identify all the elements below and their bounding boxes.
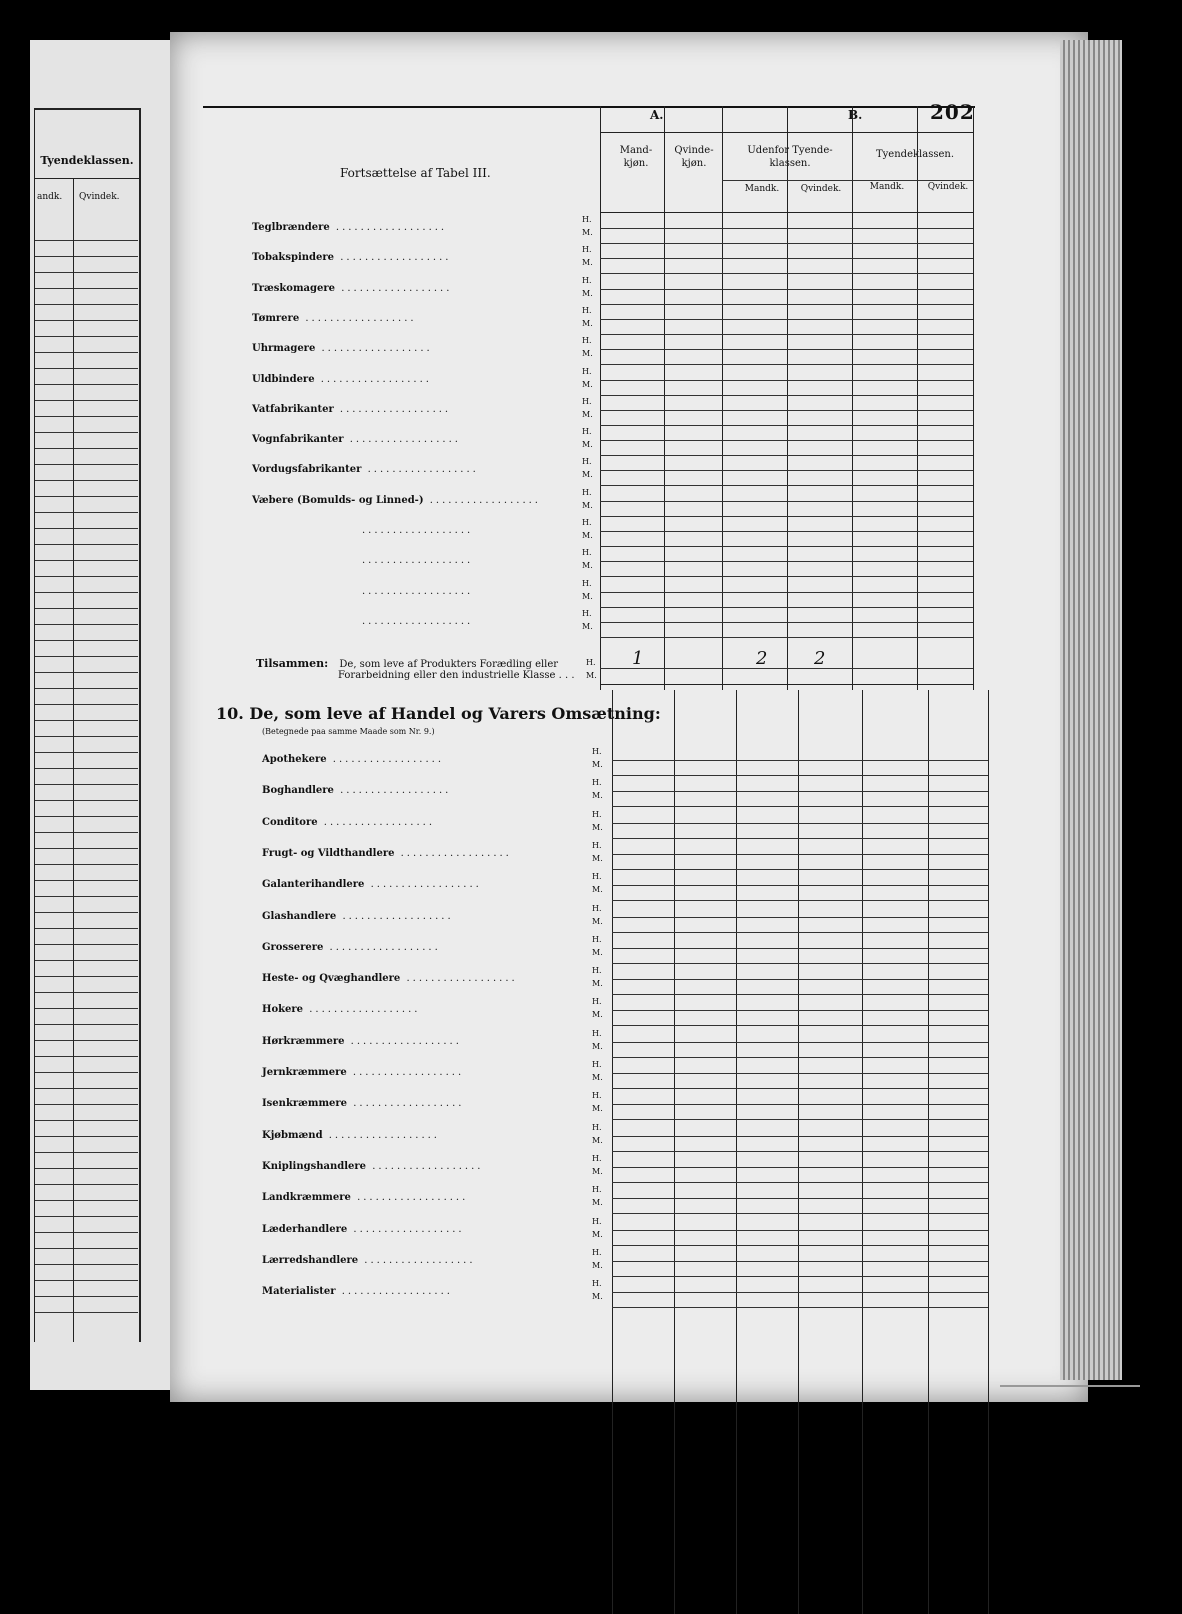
row-name: Boghandlere	[262, 785, 334, 797]
bottom-row-label	[262, 1255, 476, 1266]
left-col-mand: andk.	[37, 192, 63, 202]
top-row-rule	[600, 273, 973, 274]
sex-mark-h: H.	[582, 487, 592, 497]
row-name: Vognfabrikanter	[252, 434, 344, 446]
bottom-row-label	[262, 1161, 483, 1172]
row-leader-dots: ..................	[333, 785, 452, 797]
sex-mark-m: M.	[592, 1229, 603, 1239]
sex-mark-h: H.	[592, 966, 602, 976]
sex-mark-h: H.	[592, 1091, 602, 1101]
row-name: Lærredshandlere	[262, 1254, 359, 1266]
bottom-row-label	[262, 1130, 440, 1141]
top-row-rule	[600, 576, 973, 577]
sex-mark-m: M.	[582, 531, 593, 540]
row-leader-dots: ..................	[336, 910, 454, 922]
row-leader-dots: ..................	[334, 252, 452, 264]
sex-mark-m: M.	[592, 822, 603, 832]
bottom-row-label	[262, 1098, 464, 1109]
row-name: Uldbindere	[252, 373, 315, 385]
row-leader-dots: ..................	[333, 403, 452, 415]
row-name: Hørkræmmere	[262, 1035, 345, 1047]
row-name: Teglbrændere	[252, 222, 330, 233]
row-leader-dots: ..................	[303, 1004, 421, 1016]
total-bottom-rule	[600, 684, 973, 685]
row-name: Heste- og Qvæghandlere	[262, 973, 401, 985]
sex-mark-m: M.	[582, 349, 593, 359]
top-row-label	[252, 343, 433, 354]
top-row-label	[362, 586, 473, 597]
sex-mark-m: M.	[592, 1135, 603, 1145]
sex-mark-m: M.	[582, 500, 593, 510]
top-row-rule	[600, 364, 973, 365]
bottom-row-rule	[612, 1088, 988, 1089]
bottom-row-mid-rule	[612, 1104, 988, 1105]
row-leader-dots: ..................	[329, 222, 448, 233]
sex-mark-h: H.	[592, 747, 602, 756]
col-a-qvind: Qvinde-kjøn.	[674, 145, 714, 169]
bottom-row-mid-rule	[612, 1167, 988, 1168]
row-name: Grosserere	[262, 941, 324, 953]
top-row-mid-rule	[600, 228, 973, 229]
row-name: Materialister	[262, 1286, 336, 1298]
row-leader-dots: ..................	[400, 973, 518, 985]
row-leader-dots: ..................	[299, 312, 417, 324]
left-column-rule	[73, 178, 74, 1342]
sex-mark-m: M.	[582, 440, 593, 450]
page-title: Fortsættelse af Tabel III.	[340, 166, 491, 180]
sex-mark-h: H.	[582, 578, 592, 588]
column-rule-upper	[917, 106, 918, 690]
column-rule-lower	[928, 690, 929, 1614]
top-row-label	[362, 616, 473, 627]
top-row-label	[362, 525, 473, 536]
sex-mark-m: M.	[592, 1260, 603, 1270]
bottom-row-rule	[612, 1119, 988, 1120]
sex-mark-h: H.	[592, 778, 602, 788]
bottom-row-rule	[612, 1182, 988, 1183]
column-rule-upper	[852, 106, 853, 690]
page-number: 202	[930, 100, 975, 124]
section-note: (Betegnede paa samme Maade som Nr. 9.)	[262, 727, 435, 736]
row-name: Læderhandlere	[262, 1223, 348, 1235]
group-b-label: B.	[848, 108, 863, 122]
sex-mark-m: M.	[582, 318, 593, 328]
sex-mark-h: H.	[582, 215, 592, 224]
row-name: Uhrmagere	[252, 343, 316, 355]
top-row-label	[252, 464, 479, 475]
row-leader-dots: ..................	[344, 1035, 462, 1047]
bottom-row-rule	[612, 1025, 988, 1026]
bottom-row-label	[262, 1286, 453, 1297]
left-header-rule	[35, 178, 139, 179]
bottom-row-rule	[612, 1213, 988, 1214]
sex-mark-h: H.	[582, 427, 592, 437]
top-row-rule	[600, 395, 973, 396]
top-row-rule	[600, 304, 973, 305]
row-leader-dots: ..................	[423, 494, 541, 506]
row-name: Frugt- og Vildthandlere	[262, 847, 395, 859]
column-rule-upper	[973, 106, 974, 690]
bottom-row-label	[262, 942, 441, 953]
header-rule	[600, 132, 973, 133]
sex-mark-h: H.	[582, 366, 592, 376]
total-b-mand-value: 2	[756, 648, 768, 669]
sex-mark-h: H.	[582, 518, 592, 527]
row-leader-dots: ..................	[335, 1286, 453, 1298]
header-bottom-rule	[600, 212, 973, 213]
column-rule-lower	[612, 690, 613, 1614]
col-b1-qvindek: Qvindek.	[800, 184, 842, 194]
bottom-row-label	[262, 973, 518, 984]
row-leader-dots: ..................	[366, 1160, 484, 1172]
bottom-row-rule	[612, 869, 988, 870]
top-row-mid-rule	[600, 410, 973, 411]
sex-mark-h: H.	[592, 872, 602, 882]
row-name: Glashandlere	[262, 910, 337, 922]
sex-mark-m: M.	[582, 258, 593, 268]
bottom-row-rule	[612, 900, 988, 901]
bottom-row-mid-rule	[612, 1230, 988, 1231]
col-b-tyende: Tyendeklassen.	[875, 149, 955, 160]
row-leader-dots: ..................	[362, 585, 474, 597]
sex-mark-h: H.	[592, 1153, 602, 1163]
top-row-label	[252, 374, 432, 385]
top-row-rule	[600, 516, 973, 517]
row-name: Jernkræmmere	[262, 1067, 347, 1078]
top-row-mid-rule	[600, 319, 973, 320]
sex-mark-m: M.	[592, 1041, 603, 1051]
column-rule-upper	[722, 106, 723, 690]
total-b-qvind-value: 2	[814, 648, 826, 669]
bottom-row-label	[262, 911, 454, 922]
sex-mark-h: H.	[592, 997, 602, 1007]
col-b1-mandk: Mandk.	[744, 184, 780, 194]
bottom-row-mid-rule	[612, 760, 988, 761]
sex-mark-m: M.	[592, 916, 603, 926]
top-row-label	[362, 555, 473, 566]
top-row-label	[252, 434, 461, 445]
row-name: Træskomagere	[252, 282, 336, 294]
total-line-1: De, som leve af Produkters Forædling eller	[339, 659, 559, 670]
column-rule-lower	[988, 690, 989, 1614]
row-leader-dots: ..................	[394, 847, 512, 859]
section-number: 10.	[216, 704, 244, 723]
left-header: Tyendeklassen.	[40, 154, 134, 167]
top-row-label	[252, 495, 541, 506]
sex-mark-m: M.	[592, 760, 603, 769]
bottom-row-label	[262, 879, 482, 890]
top-row-rule	[600, 607, 973, 608]
sex-mark-h: H.	[592, 1028, 602, 1038]
total-label: Tilsammen:	[256, 657, 329, 670]
sex-mark-m: M.	[582, 470, 593, 480]
bottom-row-rule	[612, 963, 988, 964]
subheader-rule	[722, 180, 973, 181]
bottom-row-mid-rule	[612, 948, 988, 949]
bottom-row-mid-rule	[612, 854, 988, 855]
top-row-label	[252, 252, 451, 263]
total-mid-rule	[600, 668, 973, 669]
row-leader-dots: ..................	[364, 879, 482, 891]
sex-mark-m: M.	[582, 409, 593, 419]
bottom-row-rule	[612, 994, 988, 995]
row-leader-dots: ..................	[317, 816, 436, 828]
row-name: Vordugsfabrikanter	[252, 464, 362, 476]
row-leader-dots: ..................	[322, 1129, 440, 1141]
bottom-row-mid-rule	[612, 1261, 988, 1262]
column-rule-lower	[736, 690, 737, 1614]
col-a-mand: Mand-kjøn.	[619, 145, 653, 169]
bottom-row-mid-rule	[612, 1136, 988, 1137]
top-row-mid-rule	[600, 258, 973, 259]
bottom-row-mid-rule	[612, 1042, 988, 1043]
bottom-row-mid-rule	[612, 1010, 988, 1011]
row-leader-dots: ..................	[362, 555, 474, 567]
row-name: Hokere	[262, 1004, 304, 1016]
sex-mark-m: M.	[592, 1073, 603, 1082]
column-rule-lower	[674, 690, 675, 1614]
sex-mark-h: H.	[582, 245, 592, 255]
bottom-row-mid-rule	[612, 885, 988, 886]
sex-mark-m: M.	[592, 791, 603, 801]
bottom-row-label	[262, 1036, 462, 1047]
bottom-row-label	[262, 1067, 464, 1078]
bottom-row-rule	[612, 1245, 988, 1246]
sex-mark-h: H.	[582, 305, 592, 315]
row-name: Galanterihandlere	[262, 879, 365, 891]
column-rule-upper	[787, 106, 788, 690]
top-row-label	[252, 283, 452, 294]
bottom-row-mid-rule	[612, 1198, 988, 1199]
top-row-rule	[600, 334, 973, 335]
top-row-mid-rule	[600, 622, 973, 623]
top-row-rule	[600, 546, 973, 547]
row-leader-dots: ..................	[346, 1067, 465, 1078]
top-row-mid-rule	[600, 531, 973, 532]
column-rule-lower	[798, 690, 799, 1614]
sex-mark-m: M.	[592, 1198, 603, 1208]
top-row-mid-rule	[600, 470, 973, 471]
bottom-row-rule	[612, 1151, 988, 1152]
sex-mark-h: H.	[582, 548, 592, 558]
row-leader-dots: ..................	[347, 1223, 465, 1235]
bottom-row-label	[262, 817, 435, 828]
row-name: Vatfabrikanter	[252, 403, 334, 415]
sex-mark-h: H.	[582, 396, 592, 406]
bottom-row-rule	[612, 932, 988, 933]
top-row-mid-rule	[600, 561, 973, 562]
sex-mark-m: M.	[592, 1104, 603, 1114]
top-row-rule	[600, 485, 973, 486]
sex-mark-m: M.	[592, 885, 603, 895]
section-heading: De, som leve af Handel og Varers Omsætning:	[249, 704, 661, 723]
sex-mark-m: M.	[592, 1292, 603, 1302]
left-page-table	[34, 108, 141, 1342]
top-row-label	[252, 313, 417, 324]
col-b2-qvindek: Qvindek.	[927, 182, 969, 192]
top-row-mid-rule	[600, 289, 973, 290]
column-rule-upper	[664, 106, 665, 690]
sex-mark-h: H.	[592, 1060, 602, 1069]
total-row	[256, 657, 575, 681]
bottom-row-rule	[612, 1276, 988, 1277]
top-row-mid-rule	[600, 501, 973, 502]
sex-mark-m: M.	[582, 591, 593, 601]
top-row-label	[252, 404, 451, 415]
col-b-udenfor: Udenfor Tyende-klassen.	[747, 145, 833, 169]
row-leader-dots: ..................	[361, 464, 479, 476]
row-leader-dots: ..................	[362, 615, 474, 627]
bottom-row-label	[262, 754, 444, 765]
sex-mark-h: H.	[582, 457, 592, 467]
sex-mark-m: M.	[582, 621, 593, 631]
bottom-row-mid-rule	[612, 1073, 988, 1074]
sex-mark-m: M.	[592, 1166, 603, 1176]
row-leader-dots: ..................	[358, 1254, 476, 1266]
sex-mark-h: H.	[592, 809, 602, 819]
top-row-label	[252, 222, 447, 233]
bottom-row-label	[262, 848, 512, 859]
bottom-row-label	[262, 785, 451, 796]
bottom-row-rule	[612, 1307, 988, 1308]
bottom-row-rule	[612, 806, 988, 807]
sex-mark-m: M.	[592, 1010, 603, 1020]
top-row-rule	[600, 455, 973, 456]
column-rule-upper	[600, 106, 601, 690]
sex-mark-h: H.	[592, 1279, 602, 1289]
row-leader-dots: ..................	[323, 941, 441, 953]
row-leader-dots: ..................	[347, 1098, 465, 1110]
sex-mark-h: H.	[592, 1122, 602, 1132]
sex-mark-h: H.	[592, 840, 602, 850]
book-bottom-edge	[1000, 1385, 1140, 1387]
top-row-mid-rule	[600, 380, 973, 381]
sex-mark-m: M.	[582, 228, 593, 237]
sex-mark-m: M.	[592, 853, 603, 863]
total-a-mand-value: 1	[632, 648, 644, 669]
column-rule-lower	[862, 690, 863, 1614]
bottom-row-mid-rule	[612, 979, 988, 980]
total-sex-m: M.	[586, 671, 597, 680]
bottom-row-rule	[612, 838, 988, 839]
row-name: Tømrere	[252, 312, 300, 324]
bottom-row-rule	[612, 1057, 988, 1058]
row-leader-dots: ..................	[335, 282, 453, 294]
total-sex-h: H.	[586, 658, 596, 667]
sex-mark-m: M.	[582, 379, 593, 389]
sex-mark-h: H.	[592, 903, 602, 913]
left-col-qvind: Qvindek.	[79, 192, 120, 202]
row-leader-dots: ..................	[362, 525, 474, 536]
row-name: Kjøbmænd	[262, 1129, 323, 1141]
row-leader-dots: ..................	[343, 434, 461, 446]
sex-mark-h: H.	[592, 1216, 602, 1226]
row-name: Tobakspindere	[252, 252, 335, 264]
top-row-mid-rule	[600, 440, 973, 441]
total-line-2: Forarbeidning eller den industrielle Klasse . . .	[338, 670, 575, 681]
sex-mark-m: M.	[582, 288, 593, 298]
top-row-mid-rule	[600, 592, 973, 593]
sex-mark-h: H.	[582, 608, 592, 618]
section-title	[216, 704, 661, 723]
bottom-row-mid-rule	[612, 823, 988, 824]
group-a-label: A.	[650, 108, 664, 122]
bottom-row-mid-rule	[612, 791, 988, 792]
row-leader-dots: ..................	[326, 754, 445, 765]
top-row-rule	[600, 243, 973, 244]
row-name: Conditore	[262, 816, 318, 828]
row-name: Isenkræmmere	[262, 1098, 348, 1110]
row-leader-dots: ..................	[350, 1192, 469, 1204]
col-b2-mandk: Mandk.	[869, 182, 905, 192]
page-edges	[1060, 40, 1122, 1380]
sex-mark-m: M.	[592, 947, 603, 957]
sex-mark-m: M.	[582, 561, 593, 571]
bottom-row-label	[262, 1192, 468, 1203]
top-row-rule	[600, 637, 973, 638]
bottom-row-mid-rule	[612, 1292, 988, 1293]
sex-mark-h: H.	[582, 275, 592, 285]
bottom-row-label	[262, 1224, 465, 1235]
sex-mark-h: H.	[582, 336, 592, 346]
row-name: Landkræmmere	[262, 1192, 351, 1204]
sex-mark-h: H.	[592, 1247, 602, 1257]
row-name: Væbere (Bomulds- og Linned-)	[252, 494, 424, 506]
sex-mark-h: H.	[592, 1185, 602, 1195]
row-leader-dots: ..................	[314, 373, 432, 385]
bottom-row-mid-rule	[612, 917, 988, 918]
bottom-row-rule	[612, 775, 988, 776]
row-name: Kniplingshandlere	[262, 1160, 367, 1172]
top-row-rule	[600, 425, 973, 426]
row-name: Apothekere	[262, 754, 327, 765]
sex-mark-h: H.	[592, 934, 602, 944]
row-leader-dots: ..................	[315, 343, 433, 355]
top-row-mid-rule	[600, 349, 973, 350]
bottom-row-label	[262, 1004, 420, 1015]
sex-mark-m: M.	[592, 979, 603, 989]
